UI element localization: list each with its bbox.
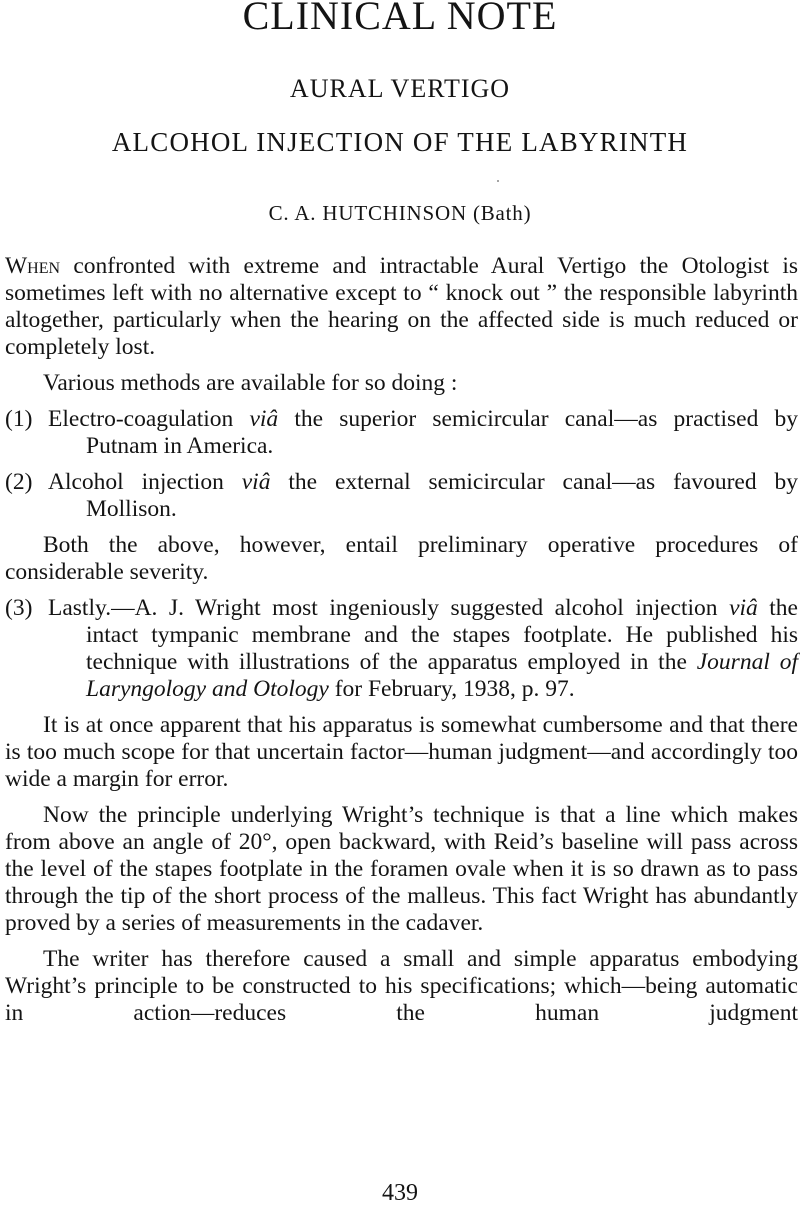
list-text: Lastly.—A. J. Wright most ingeniously suggested alcohol injection	[48, 595, 730, 621]
article-body	[5, 253, 798, 1027]
principle-paragraph: Now the principle underlying Wright’s technique is that a line which makes from above an angle of 20°, open backward, with Reid’s baseline will pass across the level of the stapes footplate in the foramen ovale when it is so drawn as to pass through the tip of the short process of the malleus. This fact Wright has abundantly proved by a series of measurements in the cadaver.	[5, 802, 798, 936]
article-title: ALCOHOL INJECTION OF THE LABYRINTH	[111, 127, 689, 157]
list-text: Electro-coagulation	[48, 406, 250, 432]
both-above-paragraph: Both the above, however, entail preliminary operative procedures of considerable severity.	[5, 532, 798, 585]
italic-term: viâ	[729, 595, 758, 621]
methods-intro: Various methods are available for so doing :	[43, 370, 458, 396]
list-marker: (3)	[5, 595, 33, 621]
subtitle: AURAL VERTIGO	[289, 74, 511, 103]
list-item-3	[5, 595, 798, 703]
author-line: C. A. HUTCHINSON (Bath)	[268, 201, 532, 225]
list-item-2	[5, 469, 798, 523]
italic-term: viâ	[241, 469, 271, 495]
page-number: 439	[382, 1180, 418, 1206]
lead-word: When	[5, 253, 61, 279]
intro-text: confronted with extreme and intractable Aural Vertigo the Otologist is sometimes left with no alternative except to “ knock out ” the responsible labyrinth altogether, particularly when the hearing on the affected side is much reduced or completely lost.	[5, 253, 798, 360]
list-text: Alcohol injection	[48, 469, 242, 495]
section-title: CLINICAL NOTE	[242, 0, 558, 38]
apparent-paragraph: It is at once apparent that his apparatus is somewhat cumbersome and that there is too much scope for that uncertain factor—human judgment—and accordingly too wide a margin for error.	[5, 712, 798, 792]
list-text: the intact tympanic membrane and the stapes footplate. He published his technique with illustrations of the apparatus employed in the	[86, 595, 798, 675]
journal-title: Journal of Laryngology and Otology	[86, 649, 798, 702]
list-marker: (2)	[5, 469, 33, 495]
print-speck	[497, 180, 499, 182]
list-marker: (1)	[5, 406, 33, 432]
list-text: for February, 1938, p. 97.	[328, 676, 575, 702]
list-text: the superior semicircular canal—as practised by Putnam in America.	[86, 406, 798, 459]
writer-paragraph: The writer has therefore caused a small and simple apparatus embodying Wright’s principle to be constructed to his specifications; which—being automatic in action—reduces the human judgment	[5, 946, 798, 1026]
italic-term: viâ	[249, 406, 279, 432]
list-item-1	[5, 406, 798, 460]
list-text: the external semicircular canal—as favoured by Mollison.	[86, 469, 798, 522]
intro-paragraph	[5, 253, 798, 361]
